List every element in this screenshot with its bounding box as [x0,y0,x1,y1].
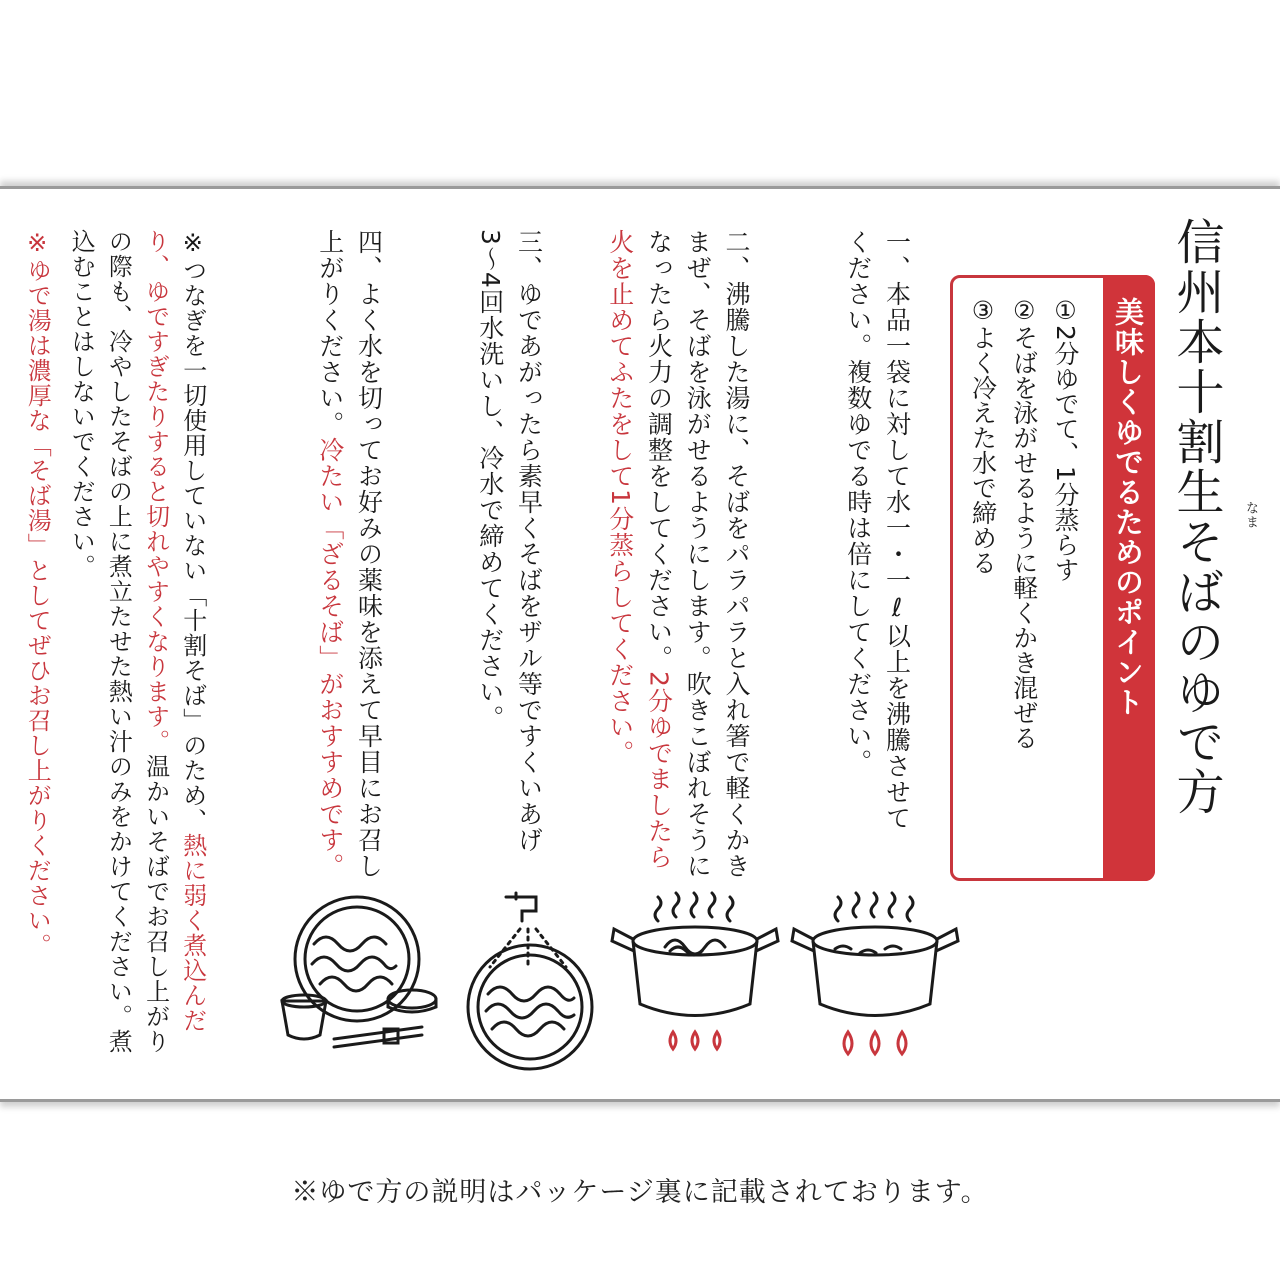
note-2-text: ※ゆで湯は濃厚な「そば湯」としてぜひお召し上がりください。 [23,229,52,958]
pot-steam-noodles-icon [610,889,780,1069]
point-item: ①2分ゆでて、1分蒸らす [1051,296,1080,582]
step-1 [838,229,916,849]
points-box [950,275,1155,881]
faucet-colander-icon [458,889,608,1069]
note-1-text-b: 温かいそばでお召し上がりの際も、冷やしたそばの上に煮立たせた熱い汁のみをかけてください。煮込むことはしないでください。 [67,229,170,1054]
points-title: 美味しくゆでるためのポイント [1111,297,1145,717]
step-4-highlight: 冷たい「ざるそば」がおすすめです。 [315,437,345,879]
points-header [1103,275,1155,881]
step-3-text: 三、ゆであがったら素早くそばをザル等ですくいあげ3〜4回水洗いし、冷水で締めてください。 [475,229,544,853]
step-3 [470,229,548,884]
point-item: ③よく冷えた水で締める [968,296,998,575]
step-2-highlight: 2分ゆでましたら火を止めてふたをして1分蒸らしてください。 [605,229,674,870]
page-title: 信州本十割生そばのゆで方 [1168,217,1224,817]
footnote: ※ゆで方の説明はパッケージ裏に記載されております。 [291,1177,989,1208]
step-4-text: 四、よく水を切ってお好みの薬味を添えて早目にお召し上がりください。 [315,229,384,879]
note-1-highlight: 熱に弱く煮込んだり、ゆですぎたりすると切れやすくなります。 [141,229,207,1033]
pot-steam-bubbles-icon [790,889,960,1069]
note-2 [18,229,55,1059]
note-1-text-a: ※つなぎを一切使用していない「十割そば」のため、 [178,229,207,833]
step-2-text: 二、沸騰した湯に、そばをパラパラと入れ箸で軽くかきまぜ、そばを泳がせるようにします。吹きこぼれそうになったら火力の調整をしてください。 [644,229,751,879]
instruction-card [0,186,1280,1102]
points-list [962,296,1086,750]
title-ruby: なま [1243,501,1258,529]
note-1 [62,229,211,1059]
step-4 [310,229,388,884]
point-item: ②そばを泳がせるように軽くかき混ぜる [1009,296,1039,750]
zaru-soba-set-icon [272,889,442,1069]
step-2 [600,229,755,884]
step-1-text: 一、本品一袋に対して水一・一ℓ以上を沸騰させてください。複数ゆでる時は倍にしてください。 [843,229,912,831]
